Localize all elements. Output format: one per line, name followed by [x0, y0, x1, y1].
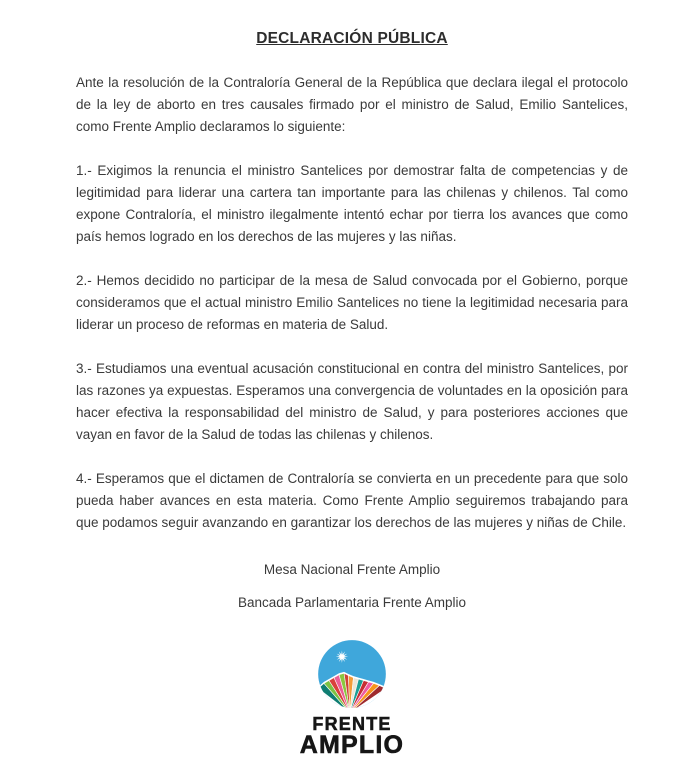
document-title: DECLARACIÓN PÚBLICA — [256, 30, 448, 47]
paragraph-intro: Ante la resolución de la Contraloría General de la República que declara ilegal el protocolo de la ley de aborto en tres causales firmado por el ministro de Salud, Emilio Santelices, como Frente Amplio declaramos lo siguiente: — [76, 75, 628, 134]
logo-wordmark-amplio: AMPLIO — [299, 731, 405, 759]
logo-wordmark-frente: FRENTE — [312, 714, 392, 734]
paragraph-point-2: 2.- Hemos decidido no participar de la mesa de Salud convocada por el Gobierno, porque consideramos que el actual ministro Emilio Santelices no tiene la legitimidad necesaria para liderar un proceso de reformas en materia de Salud. — [76, 273, 628, 332]
signature-bancada-parlamentaria: Bancada Parlamentaria Frente Amplio — [237, 595, 467, 610]
signature-block — [76, 559, 628, 614]
paragraph-point-4: 4.- Esperamos que el dictamen de Contraloría se convierta en un precedente para que solo pueda haber avances en esta materia. Como Frente Amplio seguiremos trabajando para que podamos seguir avanzando en garantizar los derechos de las mujeres y niñas de Chile. — [76, 471, 628, 530]
frente-amplio-logo-icon — [316, 638, 388, 710]
paragraph-point-1: 1.- Exigimos la renuncia el ministro Santelices por demostrar falta de competencias y de legitimidad para liderar una cartera tan importante para las chilenas y chilenos. Tal como expone Contraloría, el ministro ilegalmente intentó echar por tierra los avances que como país hemos logrado en los derechos de las mujeres y las niñas. — [76, 163, 628, 244]
paragraph-point-3: 3.- Estudiamos una eventual acusación constitucional en contra del ministro Santelices, por las razones ya expuestas. Esperamos una convergencia de voluntades en la oposición para hacer efectiva la responsabilidad del ministro de Salud, y para posteriores acciones que vayan en favor de la Salud de todas las chilenas y chilenos. — [76, 361, 628, 442]
frente-amplio-logo — [76, 638, 628, 758]
signature-mesa-nacional: Mesa Nacional Frente Amplio — [263, 562, 441, 577]
